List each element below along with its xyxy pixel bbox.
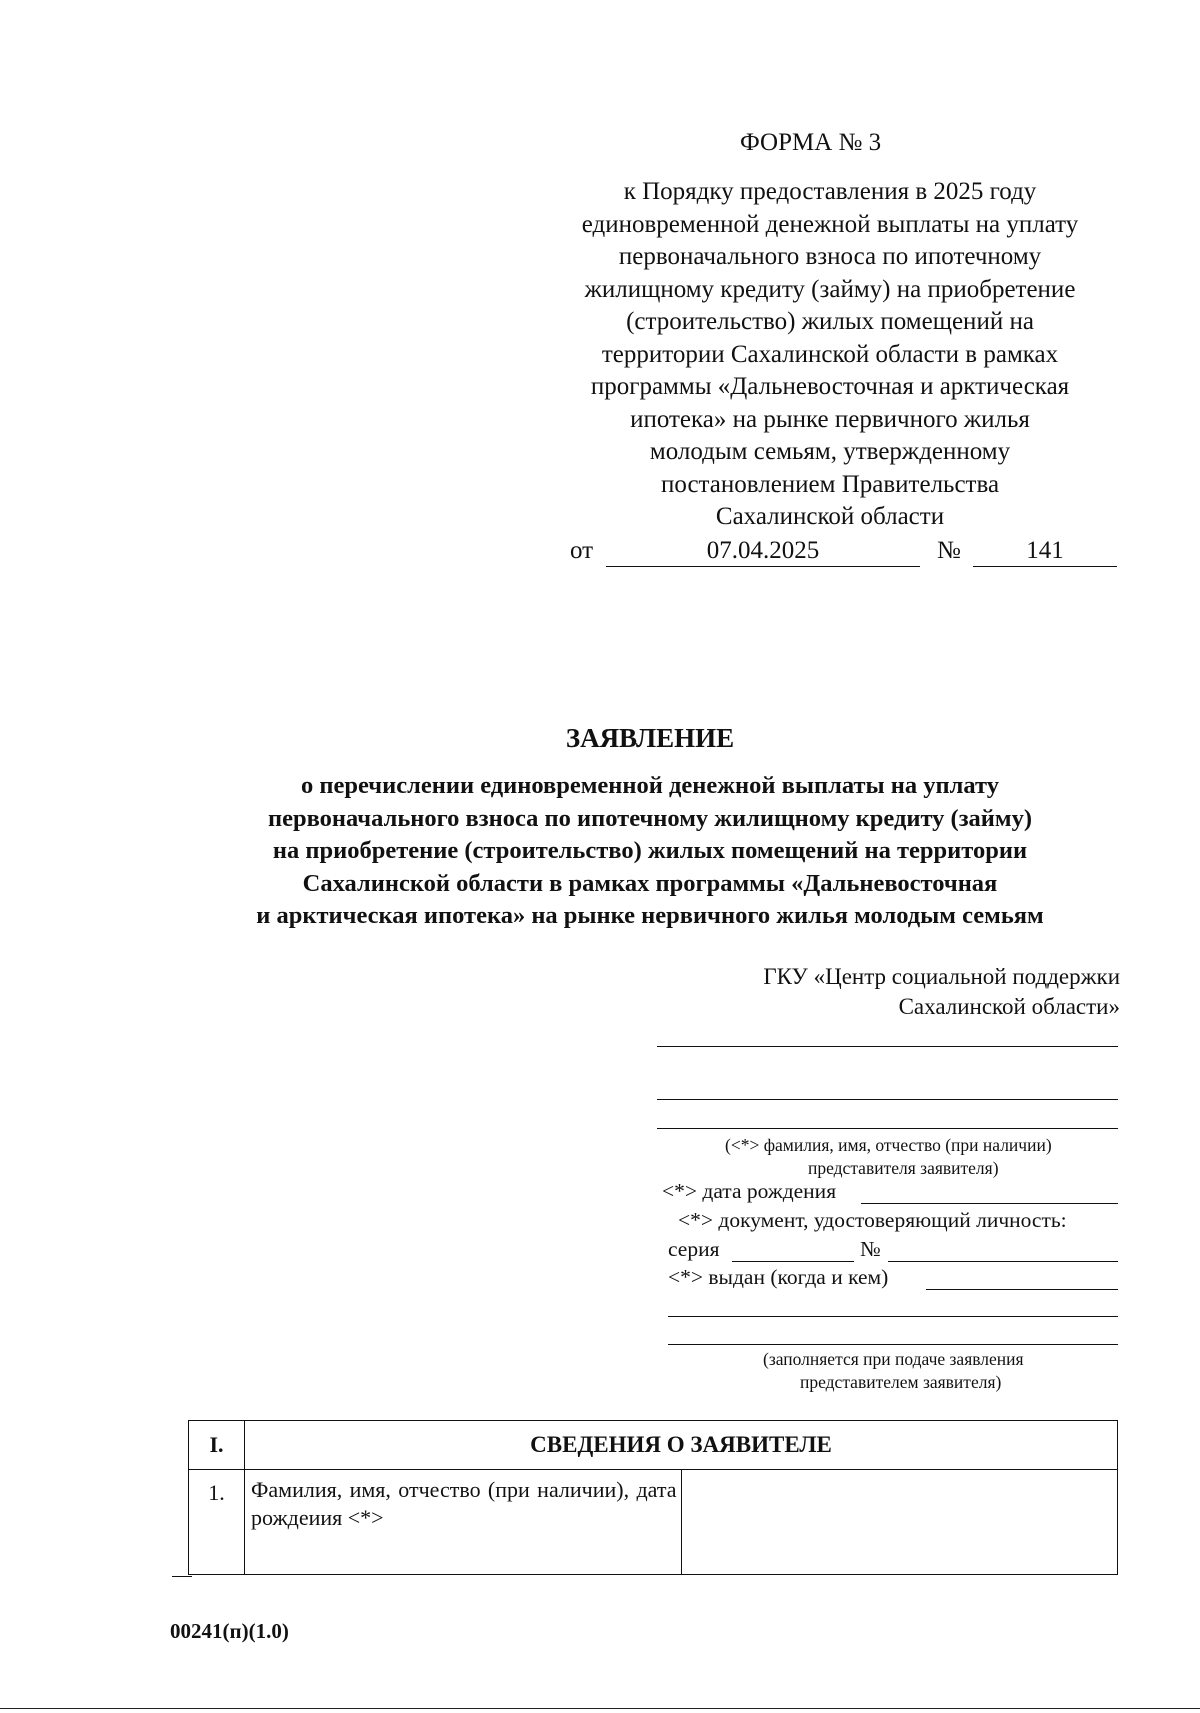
reference-line: Сахалинской области [715, 503, 945, 530]
reference-line: постановлением Правительства [660, 470, 1000, 498]
document-number-label: № [860, 1237, 881, 1261]
representative-name-field[interactable] [657, 1128, 1118, 1129]
issued-by-field[interactable] [926, 1289, 1118, 1290]
issued-by-label: <*> выдан (когда и кем) [668, 1265, 889, 1289]
subject-line: первоначального взноса по ипотечному жилищному кредиту (займу) [267, 804, 1033, 832]
section-title: СВЕДЕНИЯ О ЗАЯВИТЕЛЕ [245, 1421, 1118, 1470]
reference-line: первоначального взноса по ипотечному [618, 243, 1042, 270]
series-label: серия [668, 1237, 720, 1261]
document-subject [150, 770, 1150, 933]
reference-line: молодым семьям, утвержденному [649, 438, 1011, 465]
birth-date-field[interactable] [861, 1203, 1118, 1204]
reference-line: (строительство) жилых помещений на [626, 308, 1034, 335]
birth-date-label: <*> дата рождения [662, 1179, 837, 1203]
series-field[interactable] [732, 1261, 854, 1262]
form-reference-text [540, 176, 1120, 534]
reference-line: программы «Дальневосточная и арктическая [590, 373, 1070, 400]
page-bottom-rule [0, 1708, 1200, 1709]
reference-line: территории Сахалинской области в рамках [601, 340, 1059, 368]
resolution-date: 07.04.2025 [606, 536, 920, 567]
name-field-note: представителя заявителя) [808, 1158, 999, 1178]
reference-line: ипотека» на рынке первичного жилья [630, 405, 1030, 433]
document-heading: ЗАЯВЛЕНИЕ [565, 723, 735, 753]
id-document-label: <*> документ, удостоверяющий личность: [678, 1208, 1067, 1232]
representative-name-field[interactable] [657, 1099, 1118, 1100]
fill-note: представителем заявителя) [800, 1372, 1002, 1392]
subject-line: и арктическая ипотека» на рынке нервичного жилья молодым семьям [256, 902, 1044, 929]
subject-line: о перечислении единовременной денежной выплаты на уплату [301, 772, 999, 799]
number-prefix: № [937, 537, 961, 564]
addressee-line: ГКУ «Центр социальной поддержки [763, 964, 1120, 989]
subject-line: на приобретение (строительство) жилых помещений на территории [272, 837, 1028, 864]
issued-by-field[interactable] [668, 1344, 1118, 1345]
applicant-name-birthdate-cell[interactable] [681, 1470, 1118, 1575]
row-number: 1. [189, 1470, 245, 1575]
reference-line: жилищному кредиту (займу) на приобретение [584, 275, 1076, 303]
reference-line: к Порядку предоставления в 2025 году [623, 178, 1037, 205]
addressee-organization [700, 962, 1120, 1022]
section-number: I. [189, 1421, 245, 1470]
fill-note: (заполняется при подаче заявления [763, 1349, 1024, 1369]
row-label: Фамилия, имя, отчество (при наличии), дата рождеиия <*> [245, 1470, 682, 1575]
table-header-row [189, 1421, 1118, 1470]
table-rule [172, 1576, 192, 1577]
addressee-line: Сахалинской области» [898, 994, 1120, 1019]
subject-line: Сахалинской области в рамках программы «Дальневосточная [302, 869, 998, 897]
resolution-number: 141 [973, 536, 1117, 567]
table-row [189, 1470, 1118, 1575]
document-number-field[interactable] [888, 1261, 1118, 1262]
form-code: 00241(п)(1.0) [170, 1619, 289, 1643]
date-prefix: от [570, 537, 594, 564]
representative-name-field[interactable] [657, 1046, 1118, 1047]
applicant-info-table [188, 1420, 1118, 1575]
form-number: ФОРМА № 3 [740, 129, 882, 156]
name-field-note: (<*> фамилия, имя, отчество (при наличии) [725, 1135, 1052, 1155]
reference-line: единовременной денежной выплаты на уплату [581, 210, 1079, 238]
issued-by-field[interactable] [668, 1316, 1118, 1317]
